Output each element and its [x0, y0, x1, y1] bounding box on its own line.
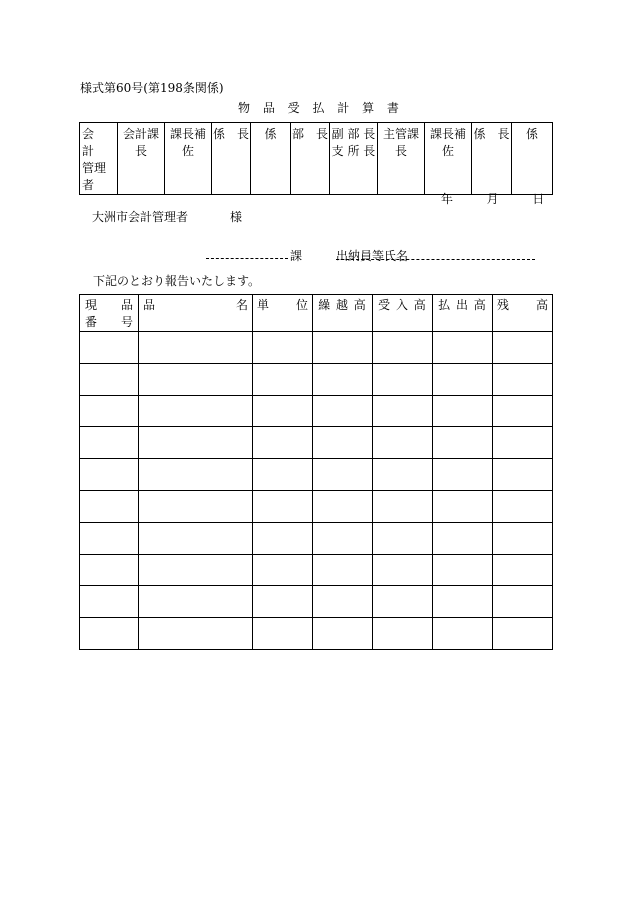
approval-cell-accountant[interactable]: 会 計 管理者 [80, 123, 118, 195]
table-row [80, 522, 553, 554]
honorific: 様 [230, 210, 243, 224]
approval-cell-staff-2[interactable]: 係 [512, 123, 553, 195]
table-cell[interactable] [139, 459, 253, 491]
document-title: 物 品 受 払 計 算 書 [238, 101, 404, 115]
table-cell[interactable] [139, 618, 253, 650]
table-cell[interactable] [493, 332, 553, 364]
table-cell[interactable] [80, 332, 139, 364]
table-cell[interactable] [139, 586, 253, 618]
approval-cell-department-head[interactable]: 部 長 [291, 123, 330, 195]
table-cell[interactable] [433, 459, 493, 491]
table-cell[interactable] [139, 554, 253, 586]
table-cell[interactable] [493, 618, 553, 650]
table-cell[interactable] [493, 395, 553, 427]
table-row [80, 427, 553, 459]
table-cell[interactable] [139, 522, 253, 554]
table-row [80, 395, 553, 427]
table-cell[interactable] [80, 363, 139, 395]
approval-stamp-table [79, 122, 553, 195]
approval-cell-staff[interactable]: 係 [251, 123, 291, 195]
table-cell[interactable] [80, 618, 139, 650]
date-day: 日 [532, 192, 545, 206]
table-cell[interactable] [253, 395, 313, 427]
cashier-name-field[interactable] [336, 259, 535, 260]
header-paid-out: 払 出 高 [433, 295, 493, 332]
table-row [80, 490, 553, 522]
table-cell[interactable] [433, 332, 493, 364]
table-cell[interactable] [493, 586, 553, 618]
table-cell[interactable] [80, 427, 139, 459]
date-year: 年 [441, 192, 454, 206]
approval-cell-managing-chief[interactable]: 主管課長 [378, 123, 425, 195]
table-cell[interactable] [433, 586, 493, 618]
table-cell[interactable] [433, 618, 493, 650]
date-month: 月 [486, 192, 499, 206]
table-cell[interactable] [433, 427, 493, 459]
table-cell[interactable] [313, 332, 373, 364]
table-row [80, 332, 553, 364]
table-cell[interactable] [80, 586, 139, 618]
table-cell[interactable] [313, 363, 373, 395]
table-cell[interactable] [373, 586, 433, 618]
table-cell[interactable] [313, 459, 373, 491]
table-cell[interactable] [253, 490, 313, 522]
table-cell[interactable] [80, 522, 139, 554]
table-cell[interactable] [139, 427, 253, 459]
table-cell[interactable] [253, 427, 313, 459]
approval-cell-section-head[interactable]: 係 長 [212, 123, 251, 195]
ledger-table [79, 294, 553, 650]
table-row [80, 554, 553, 586]
approval-cell-deputy-department-head[interactable]: 副 部 長 支 所 長 [330, 123, 378, 195]
table-cell[interactable] [433, 522, 493, 554]
table-cell[interactable] [253, 554, 313, 586]
table-cell[interactable] [373, 363, 433, 395]
table-cell[interactable] [433, 395, 493, 427]
table-cell[interactable] [493, 459, 553, 491]
table-cell[interactable] [80, 490, 139, 522]
ledger-header-row [80, 295, 553, 332]
table-cell[interactable] [493, 363, 553, 395]
header-item-name: 品 名 [139, 295, 253, 332]
table-row [80, 363, 553, 395]
approval-cell-deputy-chief[interactable]: 課長補佐 [165, 123, 212, 195]
cashier-label: 出納員等氏名 [336, 249, 409, 263]
header-received: 受 入 高 [373, 295, 433, 332]
approval-cell-deputy-chief-2[interactable]: 課長補佐 [425, 123, 472, 195]
intro-text: 下記のとおり報告いたします。 [93, 274, 261, 288]
table-cell[interactable] [253, 586, 313, 618]
table-cell[interactable] [313, 554, 373, 586]
table-cell[interactable] [373, 395, 433, 427]
table-cell[interactable] [373, 427, 433, 459]
approval-cell-section-head-2[interactable]: 係 長 [472, 123, 512, 195]
date-line [441, 190, 544, 207]
table-cell[interactable] [433, 490, 493, 522]
table-cell[interactable] [313, 490, 373, 522]
table-cell[interactable] [313, 522, 373, 554]
table-cell[interactable] [253, 332, 313, 364]
table-cell[interactable] [493, 427, 553, 459]
table-cell[interactable] [313, 395, 373, 427]
table-cell[interactable] [373, 618, 433, 650]
table-cell[interactable] [80, 459, 139, 491]
form-id: 様式第60号(第198条関係) [80, 81, 224, 95]
addressee: 大洲市会計管理者 [92, 210, 189, 224]
table-cell[interactable] [253, 363, 313, 395]
table-row [80, 459, 553, 491]
table-cell[interactable] [313, 427, 373, 459]
table-row [80, 618, 553, 650]
section-name-field[interactable] [206, 258, 288, 259]
table-cell[interactable] [139, 395, 253, 427]
table-cell[interactable] [139, 363, 253, 395]
approval-cell-accounting-chief[interactable]: 会計課長 [118, 123, 165, 195]
table-cell[interactable] [253, 459, 313, 491]
table-cell[interactable] [373, 459, 433, 491]
table-row [80, 586, 553, 618]
table-cell[interactable] [80, 395, 139, 427]
table-cell[interactable] [493, 554, 553, 586]
table-cell[interactable] [373, 490, 433, 522]
table-cell[interactable] [253, 522, 313, 554]
section-suffix: 課 [290, 249, 303, 263]
table-cell[interactable] [139, 332, 253, 364]
table-cell[interactable] [80, 554, 139, 586]
header-carried-over: 繰 越 高 [313, 295, 373, 332]
table-cell[interactable] [139, 490, 253, 522]
table-cell[interactable] [373, 332, 433, 364]
table-cell[interactable] [253, 618, 313, 650]
table-cell[interactable] [373, 522, 433, 554]
table-cell[interactable] [433, 554, 493, 586]
table-cell[interactable] [313, 618, 373, 650]
table-cell[interactable] [493, 490, 553, 522]
header-unit: 単 位 [253, 295, 313, 332]
table-cell[interactable] [433, 363, 493, 395]
table-cell[interactable] [493, 522, 553, 554]
header-item-number: 現 品 番 号 [80, 295, 139, 332]
table-cell[interactable] [313, 586, 373, 618]
table-cell[interactable] [373, 554, 433, 586]
header-balance: 残 高 [493, 295, 553, 332]
